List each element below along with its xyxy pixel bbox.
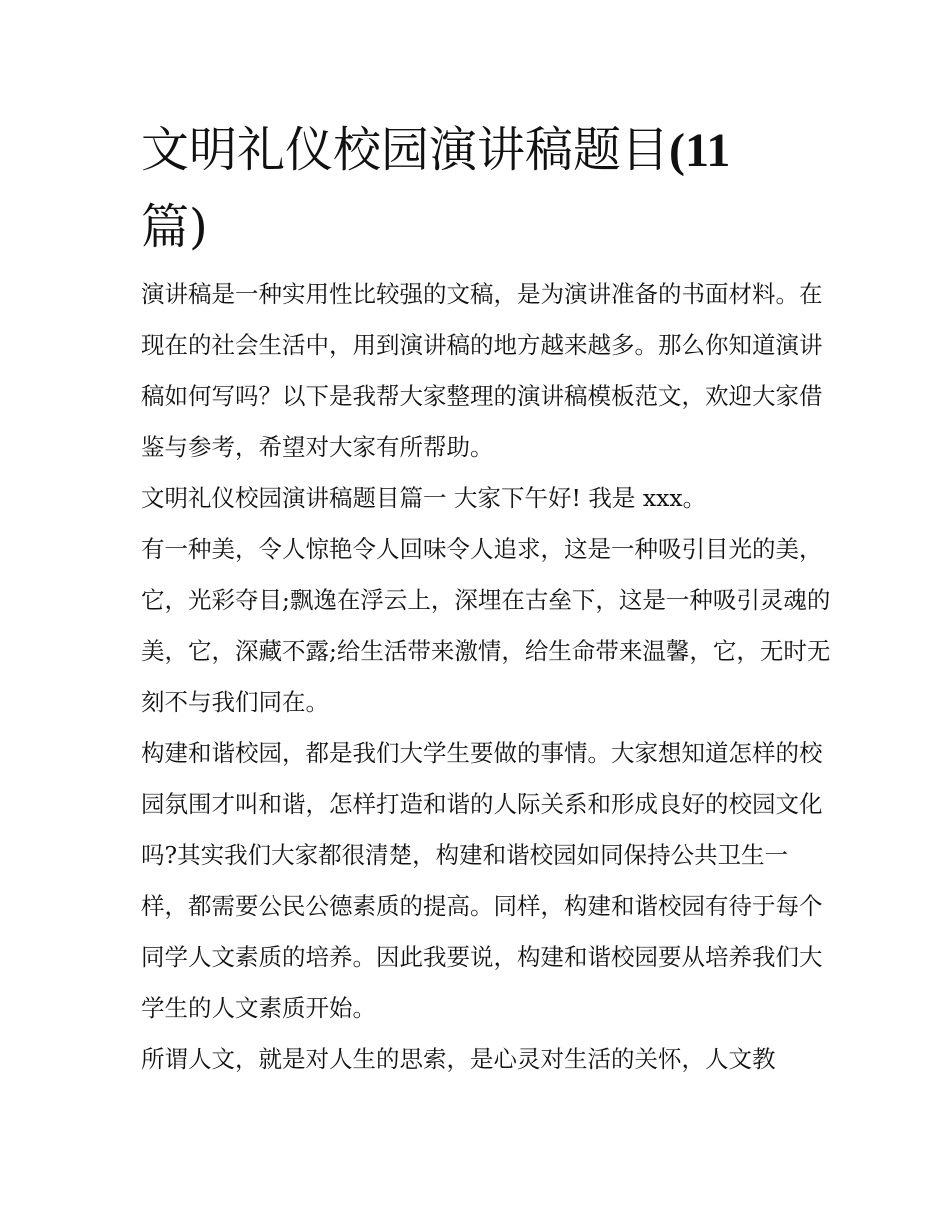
intro-paragraph: 演讲稿是一种实用性比较强的文稿，是为演讲准备的书面材料。在现在的社会生活中，用到演讲稿的地方越来越多。那么你知道演讲稿如何写吗？以下是我帮大家整理的演讲稿模板范文，欢迎大家借鉴与参考，希望对大家有所帮助。 (141, 280, 823, 461)
body-paragraph: 构建和谐校园，都是我们大学生要做的事情。大家想知道怎样的校园氛围才叫和谐，怎样打造和谐的人际关系和形成良好的校园文化吗?其实我们大家都很清楚，构建和谐校园如同保持公共卫生一样，都需要公民公德素质的提高。同样，构建和谐校园有待于每个同学人文素质的培养。因此我要说，构建和谐校园要从培养我们大学生的人文素质开始。 (141, 739, 823, 1022)
body-paragraph: 所谓人文，就是对人生的思索，是心灵对生活的关怀，人文教 (141, 1045, 776, 1073)
title-count: (11 (669, 124, 731, 177)
document-title (141, 112, 781, 265)
body-paragraph: 有一种美，令人惊艳令人回味令人追求，这是一种吸引目光的美，它，光彩夺目;飘逸在浮云上，深埋在古垒下，这是一种吸引灵魂的美，它，深藏不露;给生活带来激情，给生命带来温馨，它，无时无刻不与我们同在。 (141, 535, 831, 716)
title-tail: 篇) (141, 199, 208, 255)
title-text: 文明礼仪校园演讲稿题目 (141, 122, 670, 178)
section-heading-paragraph: 文明礼仪校园演讲稿题目篇一 大家下午好! 我是 xxx。 (141, 484, 707, 512)
document-page (141, 112, 831, 1085)
